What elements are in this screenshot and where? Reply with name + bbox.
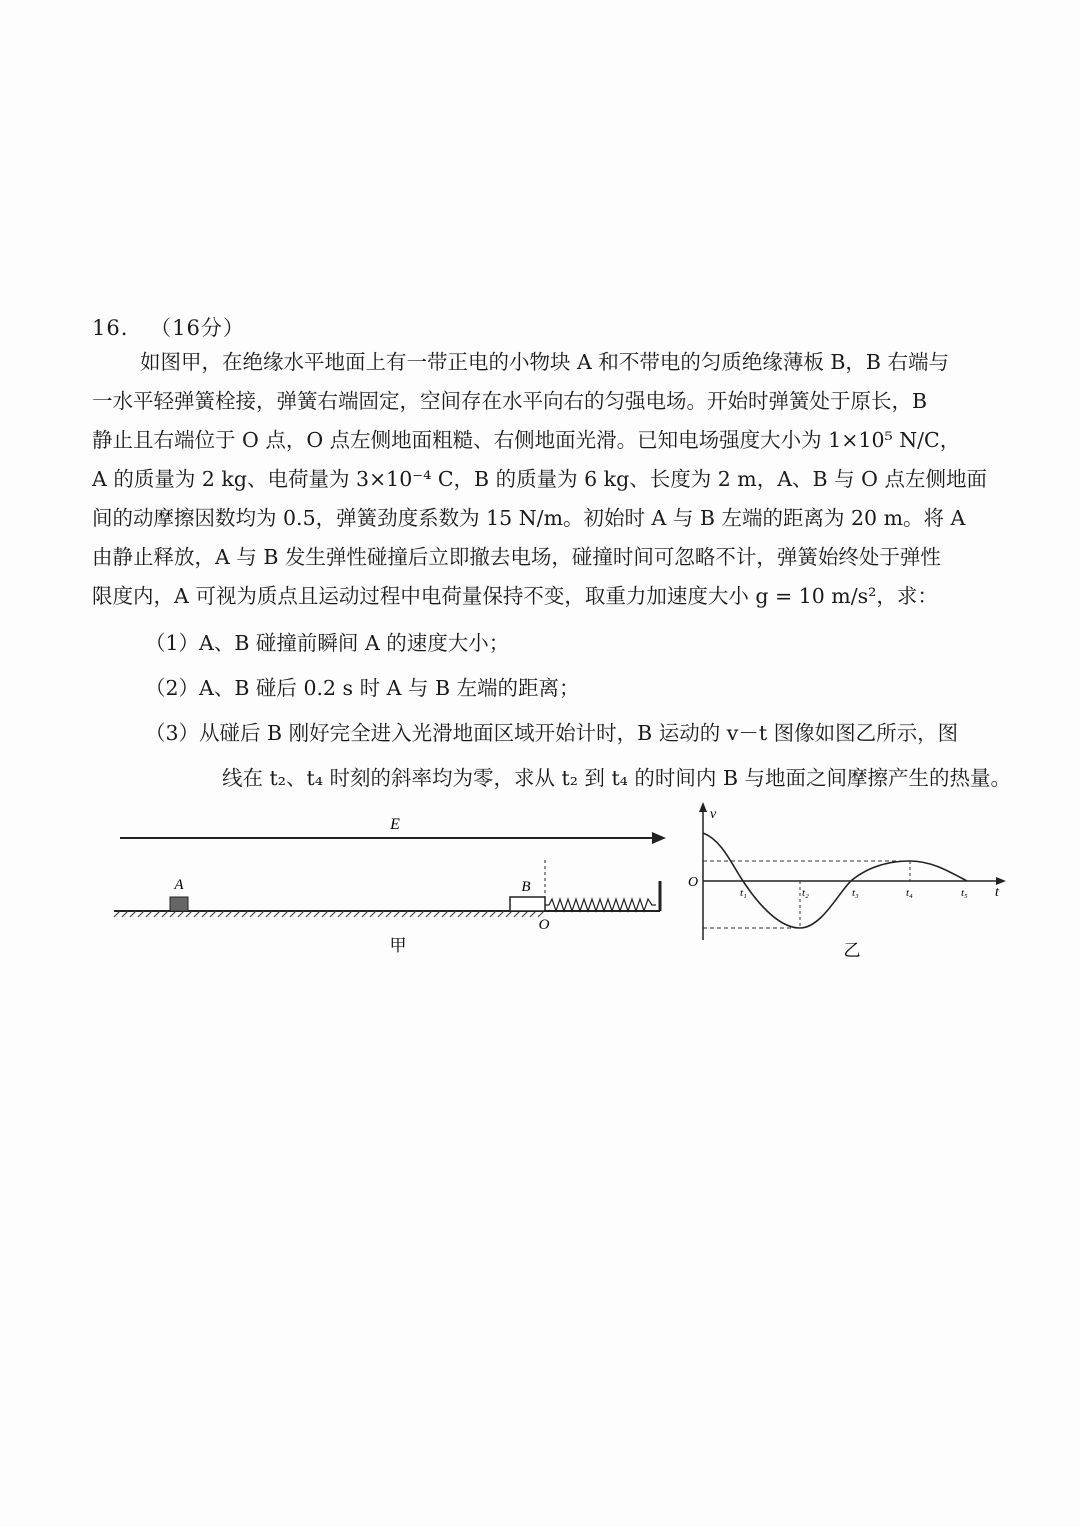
block-a [170,897,188,911]
question-number: 16. [92,316,129,340]
figure-yi-caption: 乙 [843,941,861,960]
tick-t1: t₁ [740,887,747,899]
question-header [92,312,245,342]
point-o-label: O [538,917,550,933]
figure-yi [682,800,1012,965]
tick-t2: t₂ [802,887,809,899]
body-line-3: 静止且右端位于 O 点，O 点左侧地面粗糙、右侧地面光滑。已知电场强度大小为 1×10⁵ N/C， [92,428,961,452]
sub-question-1: （1）A、B 碰撞前瞬间 A 的速度大小； [145,631,510,655]
figure-jia [100,805,680,965]
body-line-1: 如图甲，在绝缘水平地面上有一带正电的小物块 A 和不带电的匀质绝缘薄板 B，B 右端与 [140,350,949,374]
tick-t3: t₃ [852,887,859,899]
plate-b [510,897,545,911]
sub-question-2: （2）A、B 碰后 0.2 s 时 A 与 B 左端的距离； [145,676,580,700]
origin-label: O [688,875,699,890]
block-a-label: A [174,877,184,893]
tick-t5: t₅ [961,887,968,899]
sub-question-3: （3）从碰后 B 刚好完全进入光滑地面区域开始计时，B 运动的 v－t 图像如图乙所示，图 [145,721,959,745]
body-line-5: 间的动摩擦因数均为 0.5，弹簧劲度系数为 15 N/m。初始时 A 与 B 左端的距离为 20 m。将 A [92,506,966,530]
sub-question-3-cont: 线在 t₂、t₄ 时刻的斜率均为零，求从 t₂ 到 t₄ 的时间内 B 与地面之间摩擦产生的热量。 [222,766,1012,790]
v-axis-label: v [710,807,717,822]
block-b-label: B [521,879,531,895]
body-line-6: 由静止释放，A 与 B 发生弹性碰撞后立即撤去电场，碰撞时间可忽略不计，弹簧始终处于弹性 [92,545,941,569]
field-label: E [390,816,400,833]
question-score: （16分） [150,316,245,340]
t-axis-label: t [995,885,999,900]
body-line-4: A 的质量为 2 kg、电荷量为 3×10⁻⁴ C，B 的质量为 6 kg、长度为 2 m，A、B 与 O 点左侧地面 [92,467,987,491]
body-line-7: 限度内，A 可视为质点且运动过程中电荷量保持不变，取重力加速度大小 g = 10 m/s²，求： [92,584,938,608]
body-line-2: 一水平轻弹簧栓接，弹簧右端固定，空间存在水平向右的匀强电场。开始时弹簧处于原长，B [92,389,928,413]
tick-t4: t₄ [906,887,913,899]
spring [545,899,656,911]
figure-jia-caption: 甲 [389,936,407,955]
